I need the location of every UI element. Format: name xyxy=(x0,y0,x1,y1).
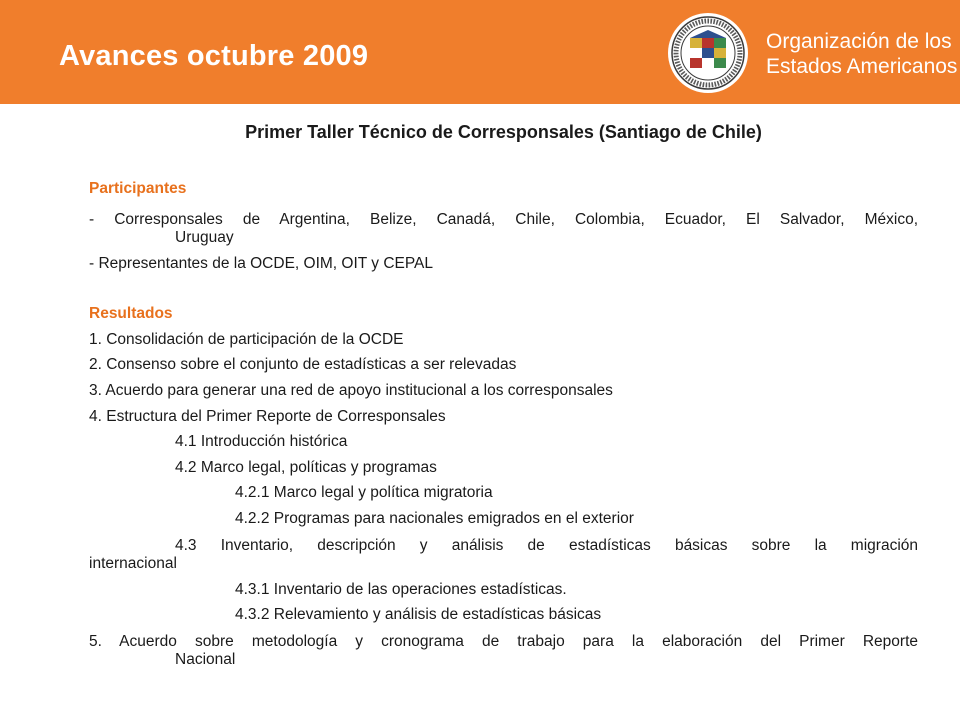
resultado-5-cont: Nacional xyxy=(175,651,236,668)
participantes-item-1-cont: Uruguay xyxy=(175,229,234,246)
participantes-label: Participantes xyxy=(89,180,187,197)
organization-name xyxy=(766,29,957,79)
resultado-4-3-1: 4.3.1 Inventario de las operaciones estadísticas. xyxy=(235,581,567,598)
participantes-item-1: - Corresponsales de Argentina, Belize, Canadá, Chile, Colombia, Ecuador, El Salvador, México, xyxy=(89,211,918,228)
resultado-4-3: 4.3 Inventario, descripción y análisis de estadísticas básicas sobre la migración xyxy=(175,537,918,554)
resultado-4-1: 4.1 Introducción histórica xyxy=(175,433,348,450)
resultado-4: 4. Estructura del Primer Reporte de Corresponsales xyxy=(89,408,446,425)
resultado-4-2: 4.2 Marco legal, políticas y programas xyxy=(175,459,437,476)
resultado-2: 2. Consenso sobre el conjunto de estadísticas a ser relevadas xyxy=(89,356,517,373)
resultado-5: 5. Acuerdo sobre metodología y cronograma de trabajo para la elaboración del Primer Reporte xyxy=(89,633,918,650)
header-banner xyxy=(0,0,960,104)
oas-seal-icon xyxy=(667,12,749,94)
resultado-4-3-cont: internacional xyxy=(89,555,177,572)
org-name-line1: Organización de los xyxy=(766,30,952,53)
resultado-1: 1. Consolidación de participación de la OCDE xyxy=(89,331,404,348)
participantes-item-2: - Representantes de la OCDE, OIM, OIT y CEPAL xyxy=(89,255,433,272)
section-heading: Primer Taller Técnico de Corresponsales (Santiago de Chile) xyxy=(245,122,762,142)
resultado-4-2-2: 4.2.2 Programas para nacionales emigrados en el exterior xyxy=(235,510,634,527)
resultados-label: Resultados xyxy=(89,305,173,322)
page-title: Avances octubre 2009 xyxy=(59,40,369,72)
resultado-4-3-2: 4.3.2 Relevamiento y análisis de estadísticas básicas xyxy=(235,606,602,623)
org-name-line2: Estados Americanos xyxy=(766,55,958,78)
resultado-3: 3. Acuerdo para generar una red de apoyo institucional a los corresponsales xyxy=(89,382,613,399)
resultado-4-2-1: 4.2.1 Marco legal y política migratoria xyxy=(235,484,493,501)
